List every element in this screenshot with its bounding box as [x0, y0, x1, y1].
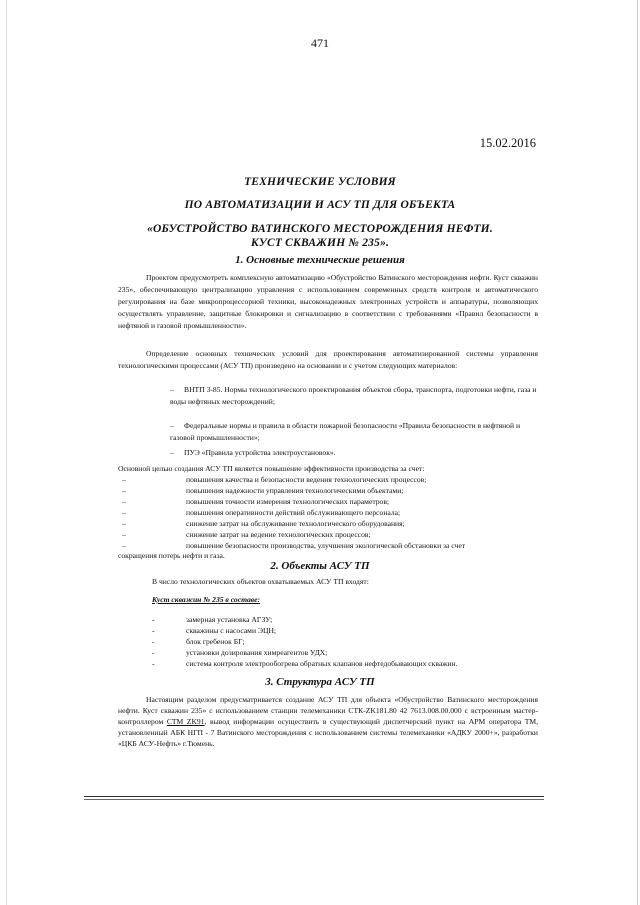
section-3-paragraph [118, 694, 538, 749]
object-item-text: замерная установка АГЗУ; [186, 615, 273, 624]
section-1-heading: 1. Основные технические решения [235, 254, 405, 266]
goal-item-text: снижение затрат на обслуживание технологического оборудования; [186, 519, 405, 528]
goals-intro: Основной целью создания АСУ ТП является повышение эффективности производства за счет: [118, 464, 425, 473]
goal-item: – снижение затрат на ведение технологических процессов; [122, 530, 371, 539]
doc-list-item: – Федеральные нормы и правила в области пожарной безопасности «Правила безопасности в нефтяной и газовой промышленности»; [170, 421, 521, 442]
object-item: - скважины с насосами ЭЦН; [152, 626, 277, 635]
doc-list-item-text: ПУЭ «Правила устройства электроустановок». [184, 448, 336, 457]
goal-item: – повышения качества и безопасности ведения технологических процессов; [122, 475, 427, 484]
scan-edge-right [637, 0, 638, 905]
title-line-3: «ОБУСТРОЙСТВО ВАТИНСКОГО МЕСТОРОЖДЕНИЯ НЕФТИ. [147, 223, 493, 235]
object-item-text: установки дозирования химреагентов УДХ; [186, 648, 328, 657]
title-line-2: ПО АВТОМАТИЗАЦИИ И АСУ ТП ДЛЯ ОБЪЕКТА [184, 199, 456, 211]
object-item: - установки дозирования химреагентов УДХ; [152, 648, 328, 657]
goal-item: – повышения надежности управления технологическими объектами; [122, 486, 404, 495]
object-item: - система контроля электрообогрева обратных клапанов нефтедобывающих скважин. [152, 659, 458, 668]
title-line-4: КУСТ СКВАЖИН № 235». [250, 237, 390, 249]
section-2-heading: 2. Объекты АСУ ТП [270, 560, 370, 572]
section-3-text-b: , вывод информации осуществить в существующий диспетчерский пункт на АРМ оператора ТМ, установленный АБК НГП - 7 Ватинского месторождения с использованием системы телемеханики «АДКУ 2000+», разработки «ЦКБ АСУ-Нефть» г.Тюмень. [118, 717, 538, 748]
title-line-1: ТЕХНИЧЕСКИЕ УСЛОВИЯ [244, 176, 396, 188]
goal-item-text: повышения точности измерения технологических параметров; [186, 497, 390, 506]
section-2-subheading: Куст скважин № 235 в составе: [152, 595, 260, 604]
object-item-text: скважины с насосами ЭЦН; [186, 626, 277, 635]
goal-item-text: повышения оперативности действий обслуживающего персонала; [186, 508, 401, 517]
section-3-text-a: Настоящим разделом предусматривается создание АСУ ТП для объекта «Обустройство Ватинского месторождения нефти. Куст скважин 235» с использованием станции телемеханики СТК-ZK181.80 42 7613.008.00.000 с встроенным мастер-контроллером [118, 695, 538, 726]
document-date: 15.02.2016 [479, 136, 536, 150]
doc-list-item: – ВНТП 3-85. Нормы технологического проектирования объектов сбора, транспорта, подготовки нефти, газа и воды нефтяных месторождений; [170, 385, 537, 406]
goal-item: – повышения оперативности действий обслуживающего персонала; [122, 508, 401, 517]
object-item-text: система контроля электрообогрева обратных клапанов нефтедобывающих скважин. [186, 659, 458, 668]
object-item: - замерная установка АГЗУ; [152, 615, 273, 624]
goal-item-text: повышения качества и безопасности ведения технологических процессов; [186, 475, 427, 484]
goal-item: – повышение безопасности производства, улучшения экологической обстановки за счет [122, 541, 466, 550]
scan-edge-left [6, 0, 7, 905]
footer-rule [84, 796, 544, 797]
object-item-text: блок гребенок БГ; [186, 637, 245, 646]
section-2-intro: В число технологических объектов охватываемых АСУ ТП входят: [152, 577, 369, 586]
footer-rule-secondary [84, 799, 544, 800]
section-3-heading: 3. Структура АСУ ТП [265, 676, 375, 688]
doc-list-item: – ПУЭ «Правила устройства электроустановок». [170, 448, 336, 457]
doc-list-item-text: ВНТП 3-85. Нормы технологического проектирования объектов сбора, транспорта, подготовки нефти, газа и воды нефтяных месторождений; [170, 385, 537, 406]
goal-item-text: снижение затрат на ведение технологических процессов; [186, 530, 371, 539]
doc-list-item-text: Федеральные нормы и правила в области пожарной безопасности «Правила безопасности в нефтяной и газовой промышленности»; [170, 421, 521, 442]
goal-item: – повышения точности измерения технологических параметров; [122, 497, 390, 506]
goals-tail: сокращения потерь нефти и газа. [118, 551, 225, 560]
goal-item-text: повышение безопасности производства, улучшения экологической обстановки за счет [186, 541, 466, 550]
page-number: 471 [311, 36, 329, 50]
section-1-paragraph-1: Проектом предусмотреть комплексную автоматизацию «Обустройство Ватинского месторождения нефти. Куст скважин 235», обеспечивающую централизацию управления с использованием современных средств контроля и автоматического регулирования на базе микропроцессорной техники, высоконадежных электронных устройств и аппаратуры, позволяющих осуществлять управление, защитные блокировки и сигнализацию в соответствии с требованиями «Правил безопасности в нефтяной и газовой промышленности». [118, 273, 538, 330]
controller-name: СТМ ZK91 [166, 717, 205, 726]
object-item: - блок гребенок БГ; [152, 637, 245, 646]
section-1-paragraph-2: Определение основных технических условий для проектирования автоматизированной системы управления технологическими процессами (АСУ ТП) произведено на основании и с учетом следующих материалов: [118, 349, 538, 370]
goal-item: – снижение затрат на обслуживание технологического оборудования; [122, 519, 405, 528]
goal-item-text: повышения надежности управления технологическими объектами; [186, 486, 404, 495]
